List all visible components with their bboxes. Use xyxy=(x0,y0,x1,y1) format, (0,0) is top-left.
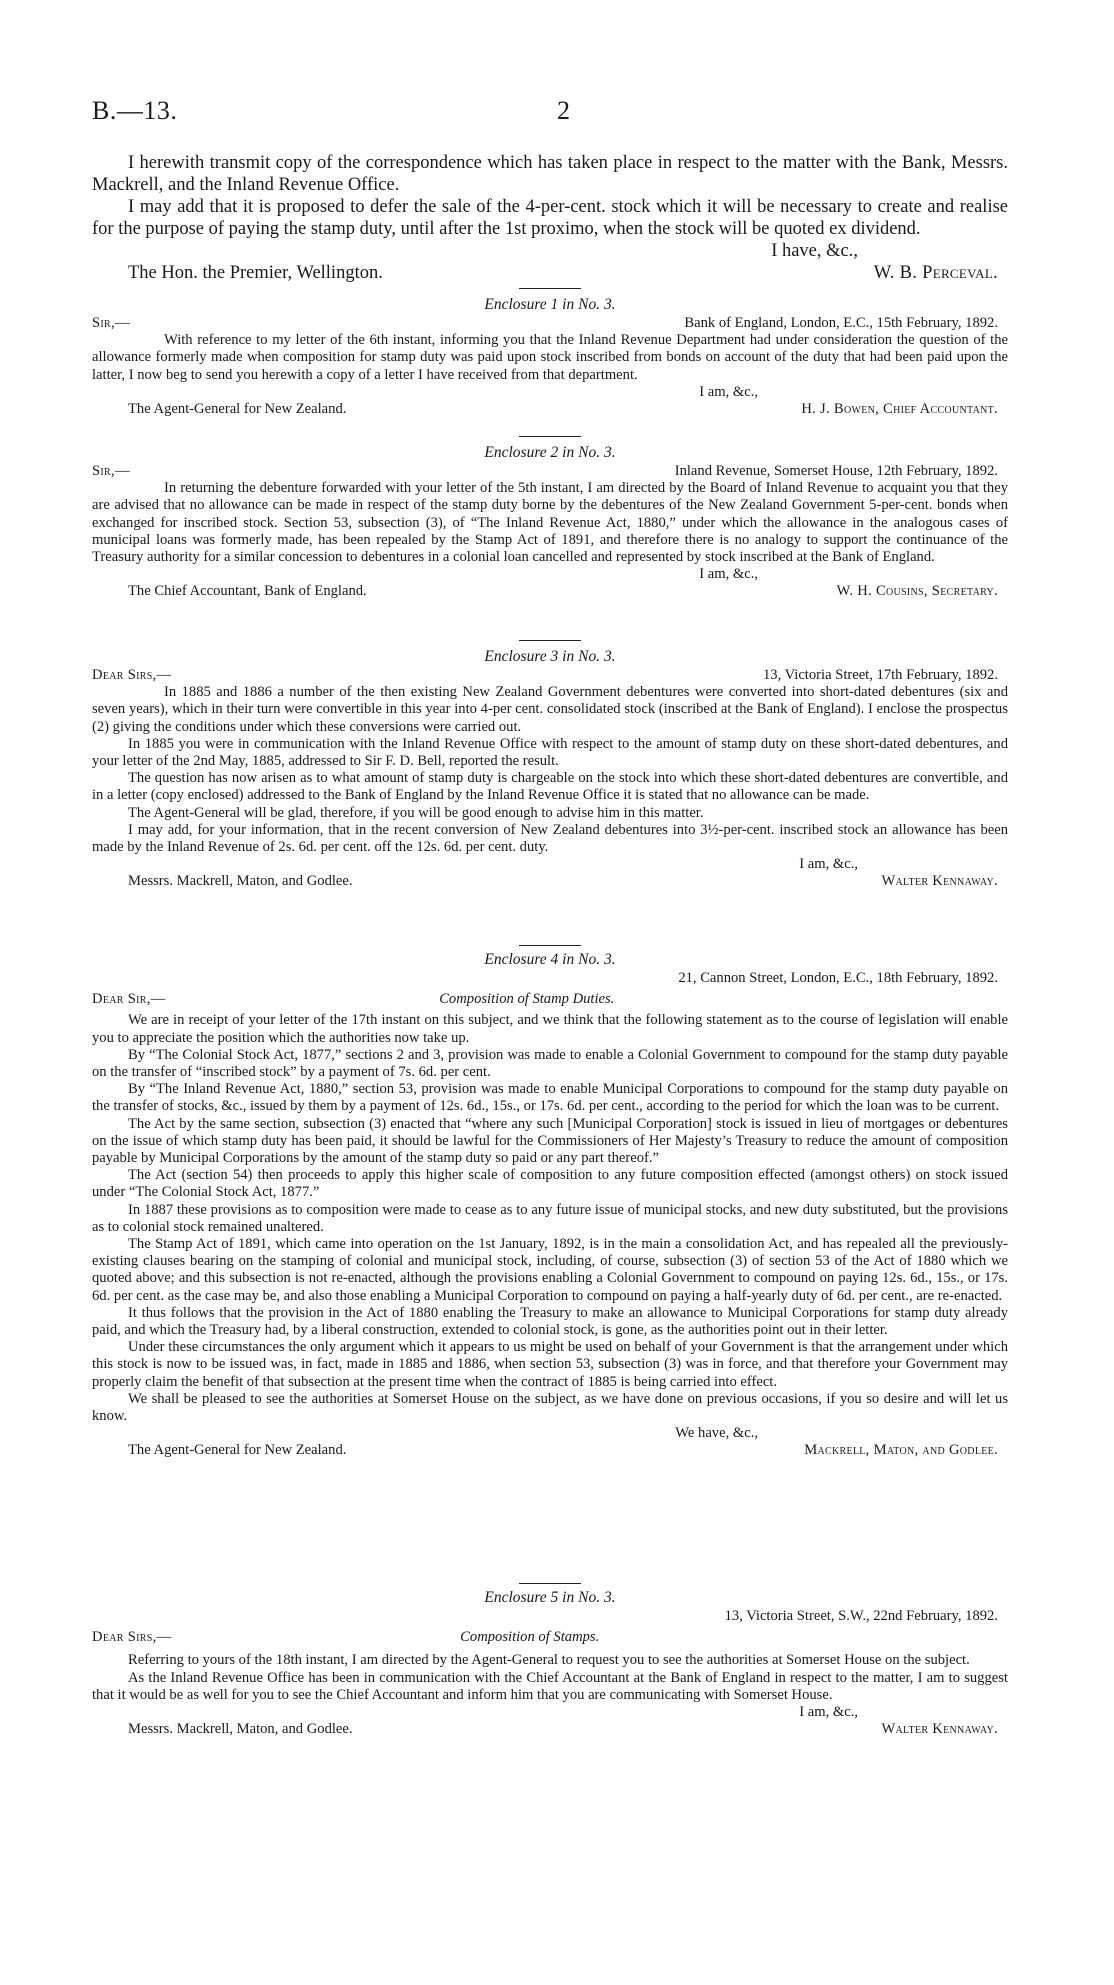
intro-sign-row xyxy=(92,262,1008,284)
enclosure-2-closing-row xyxy=(92,566,1008,583)
enclosure-1 xyxy=(92,288,1008,418)
enclosure-5-heading xyxy=(92,1629,1008,1646)
enclosure-1-address: Bank of England, London, E.C., 15th February, 1892. xyxy=(684,315,998,331)
enclosure-1-closing: I am, &c., xyxy=(699,383,758,400)
enclosure-5-title: Enclosure 5 in No. 3. xyxy=(484,1589,616,1606)
enclosure-3-title: Enclosure 3 in No. 3. xyxy=(484,648,616,665)
intro-closing-row xyxy=(92,240,1008,262)
enclosure-2-body: In returning the debenture forwarded with your letter of the 5th instant, I am directed by the Board of Inland Revenue to acquaint you that they are advised that no allowance can be made in respect of the stamp duty borne by the debentures of the New Zealand Government 5-per-cent. bonds when exchanged for inscribed stock. Section 53, subsection (3), of “The Inland Revenue Act, 1880,” under which the allowance in the analogous cases of municipal loans was formerly made, has been repealed by the Stamp Act of 1891, and therefore there is no analogy to support the continuance of the Treasury authority for a similar concession to debentures in a colonial loan cancelled and represented by stock inscribed at the Bank of England. xyxy=(92,480,1008,566)
enclosure-5-addressee: Messrs. Mackrell, Maton, and Godlee. xyxy=(128,1721,353,1738)
intro-letter xyxy=(92,152,1008,284)
enclosure-5-address: 13, Victoria Street, S.W., 22nd February, 1892. xyxy=(724,1608,998,1624)
intro-addressee: The Hon. the Premier, Wellington. xyxy=(128,263,383,283)
enclosure-4 xyxy=(92,945,1008,1460)
intro-closing: I have, &c., xyxy=(771,241,858,261)
page-number: 2 xyxy=(557,96,571,125)
enclosure-3-closing-row xyxy=(92,856,1008,873)
enclosure-3-address: 13, Victoria Street, 17th February, 1892. xyxy=(762,667,998,683)
enclosure-3 xyxy=(92,640,1008,891)
enclosure-2 xyxy=(92,436,1008,601)
enclosure-5-signature: Walter Kennaway. xyxy=(881,1721,998,1738)
intro-signature: W. B. Perceval. xyxy=(873,263,998,283)
enclosure-3-addressee: Messrs. Mackrell, Maton, and Godlee. xyxy=(128,873,353,890)
enclosure-2-address: Inland Revenue, Somerset House, 12th February, 1892. xyxy=(674,463,998,479)
enclosure-1-salutation: Sir,— xyxy=(92,315,130,331)
enclosure-1-addressee: The Agent-General for New Zealand. xyxy=(128,401,347,418)
enclosure-4-paragraph: We shall be pleased to see the authorities at Somerset House on the subject, as we have done on previous occasions, if you so desire and will let us know. xyxy=(92,1390,1008,1425)
enclosure-1-body: With reference to my letter of the 6th instant, informing you that the Inland Revenue Department had under consideration the question of the allowance formerly made when composition for stamp duty was paid upon stock inscribed from bonds on account of the duty that had been paid upon the latter, I now beg to send you herewith a copy of a letter I have received from that department. xyxy=(92,332,1008,383)
enclosure-3-paragraph: The question has now arisen as to what amount of stamp duty is chargeable on the stock into which these short-dated debentures are convertible, and in a letter (copy enclosed) addressed to the Bank of England by the Inland Revenue Office it is stated that no allowance can be made. xyxy=(92,770,1008,804)
enclosure-2-sign-row xyxy=(92,583,1008,600)
enclosure-3-paragraph: In 1885 you were in communication with the Inland Revenue Office with respect to the amount of stamp duty on these short-dated debentures, and your letter of the 2nd May, 1885, addressed to Sir F. D. Bell, reported the result. xyxy=(92,735,1008,770)
enclosure-4-sign-row xyxy=(92,1442,1008,1459)
enclosure-4-address: 21, Cannon Street, London, E.C., 18th February, 1892. xyxy=(678,970,998,986)
enclosure-4-paragraph: The Act (section 54) then proceeds to apply this higher scale of composition to any future composition effected (amongst others) on stock issued under “The Colonial Stock Act, 1877.” xyxy=(92,1167,1008,1201)
enclosure-2-heading xyxy=(92,463,1008,480)
enclosure-4-closing-row xyxy=(92,1425,1008,1442)
enclosure-5-subject: Composition of Stamps. xyxy=(460,1629,600,1646)
enclosure-5-paragraph: Referring to yours of the 18th instant, I am directed by the Agent-General to request you to see the authorities at Somerset House on the subject. xyxy=(128,1652,970,1669)
enclosure-4-paragraph: It thus follows that the provision in the Act of 1880 enabling the Treasury to make an allowance to Municipal Corporations for stamp duty already paid, and which the Treasury had, by a liberal construction, extended to colonial stock, is gone, as the authorities point out in their letter. xyxy=(92,1304,1008,1339)
document-reference: B.—13. xyxy=(92,96,178,125)
enclosure-5-paragraph: As the Inland Revenue Office has been in communication with the Chief Accountant at the Bank of England in respect to the matter, I am to suggest that it would be as well for you to see the Chief Accountant and inform him that you are communicating with Somerset House. xyxy=(92,1669,1008,1703)
enclosure-5-closing: I am, &c., xyxy=(799,1704,858,1721)
enclosure-2-salutation: Sir,— xyxy=(92,463,130,479)
enclosure-4-heading xyxy=(92,991,1008,1008)
enclosure-4-paragraph: We are in receipt of your letter of the 17th instant on this subject, and we think that the following statement as to the course of legislation will enable you to appreciate the position which the authorities now take up. xyxy=(92,1012,1008,1046)
enclosure-1-title: Enclosure 1 in No. 3. xyxy=(484,296,616,313)
enclosure-4-paragraph: The Act by the same section, subsection (3) enacted that “where any such [Municipal Corporation] stock is issued in lieu of mortgages or debentures on the issue of which stamp duty has been paid, it should be lawful for the Commissioners of Her Majesty’s Treasury to reduce the amount of composition payable by Municipal Corporations by the amount of the stamp duty so paid or any part thereof.” xyxy=(92,1115,1008,1167)
enclosure-4-salutation: Dear Sir,— xyxy=(92,991,166,1008)
enclosure-3-signature: Walter Kennaway. xyxy=(881,873,998,890)
enclosure-4-paragraph: By “The Colonial Stock Act, 1877,” sections 2 and 3, provision was made to enable a Colonial Government to compound for the stamp duty payable on the transfer of “inscribed stock” by a payment of 7s. 6d. per cent. xyxy=(92,1046,1008,1081)
enclosure-3-paragraph: The Agent-General will be glad, therefore, if you will be good enough to advise him in this matter. xyxy=(128,804,704,821)
enclosure-4-paragraph: Under these circumstances the only argument which it appears to us might be used on behalf of your Government is that the arrangement under which this stock is now to be issued was, in fact, made in 1885 and 1886, when section 53, subsection (3) was in force, and that therefore your Government may properly claim the benefit of that subsection at the present time when the contract of 1885 is being carried into effect. xyxy=(92,1339,1008,1390)
enclosure-1-signature: H. J. Bowen, Chief Accountant. xyxy=(801,401,998,418)
enclosure-5-closing-row xyxy=(92,1704,1008,1721)
enclosure-2-closing: I am, &c., xyxy=(699,566,758,583)
enclosure-1-closing-row xyxy=(92,384,1008,401)
enclosure-5 xyxy=(92,1583,1008,1738)
enclosure-2-title: Enclosure 2 in No. 3. xyxy=(484,444,616,461)
enclosure-3-salutation: Dear Sirs,— xyxy=(92,667,172,683)
enclosure-1-sign-row xyxy=(92,401,1008,418)
enclosure-2-addressee: The Chief Accountant, Bank of England. xyxy=(128,583,367,600)
enclosure-5-sign-row xyxy=(92,1721,1008,1738)
enclosure-1-heading xyxy=(92,315,1008,332)
enclosure-4-signature: Mackrell, Maton, and Godlee. xyxy=(804,1442,998,1459)
intro-paragraph-1: I herewith transmit copy of the correspondence which has taken place in respect to the matter with the Bank, Messrs. Mackrell, and the Inland Revenue Office. xyxy=(92,153,1008,195)
enclosure-4-addressee: The Agent-General for New Zealand. xyxy=(128,1442,347,1459)
enclosure-4-subject: Composition of Stamp Duties. xyxy=(439,991,615,1008)
enclosure-5-salutation: Dear Sirs,— xyxy=(92,1629,172,1646)
enclosure-3-paragraph: In 1885 and 1886 a number of the then existing New Zealand Government debentures were converted into short-dated debentures (six and seven years), which in their turn were convertible in this year into 4-per cent. consolidated stock (inscribed at the Bank of England). I enclose the prospectus (2) giving the conditions under which these conversions were carried out. xyxy=(92,684,1008,735)
enclosure-4-paragraph: In 1887 these provisions as to composition were made to cease as to any future issue of municipal stocks, and new duty substituted, but the provisions as to colonial stock remained unaltered. xyxy=(92,1201,1008,1235)
enclosure-3-closing: I am, &c., xyxy=(799,856,858,873)
enclosure-3-paragraph: I may add, for your information, that in the recent conversion of New Zealand debentures into 3½-per-cent. inscribed stock an allowance has been made by the Inland Revenue of 2s. 6d. per cent. off the 12s. 6d. per cent. duty. xyxy=(92,821,1008,856)
enclosure-4-paragraph: The Stamp Act of 1891, which came into operation on the 1st January, 1892, is in the main a consolidation Act, and has repealed all the previously-existing clauses bearing on the stamping of colonial and municipal stock, including, of course, subsection (3) of section 53 of the Act of 1880 which we quoted above; and this subsection is not re-enacted, although the provisions enabling a Colonial Government to compound on paying 12s. 6d., 15s., or 17s. 6d. per cent. as the case may be, and also those enabling a Municipal Corporation to compound on paying a half-yearly duty of 6d. per cent., are re-enacted. xyxy=(92,1236,1008,1304)
enclosure-4-title: Enclosure 4 in No. 3. xyxy=(484,951,616,968)
enclosure-3-sign-row xyxy=(92,873,1008,890)
enclosure-4-closing: We have, &c., xyxy=(675,1425,758,1442)
enclosure-2-signature: W. H. Cousins, Secretary. xyxy=(836,583,998,600)
enclosure-3-heading xyxy=(92,667,1008,684)
intro-paragraph-2: I may add that it is proposed to defer the sale of the 4-per-cent. stock which it will be necessary to create and realise for the purpose of paying the stamp duty, until after the 1st proximo, when the stock will be quoted ex dividend. xyxy=(92,197,1008,239)
enclosure-4-paragraph: By “The Inland Revenue Act, 1880,” section 53, provision was made to enable Municipal Corporations to compound for the stamp duty payable on the transfer of stocks, &c., issued by them by a payment of 12s. 6d., 15s., or 17s. 6d. per cent., according to the period for which the loan was to be current. xyxy=(92,1081,1008,1115)
